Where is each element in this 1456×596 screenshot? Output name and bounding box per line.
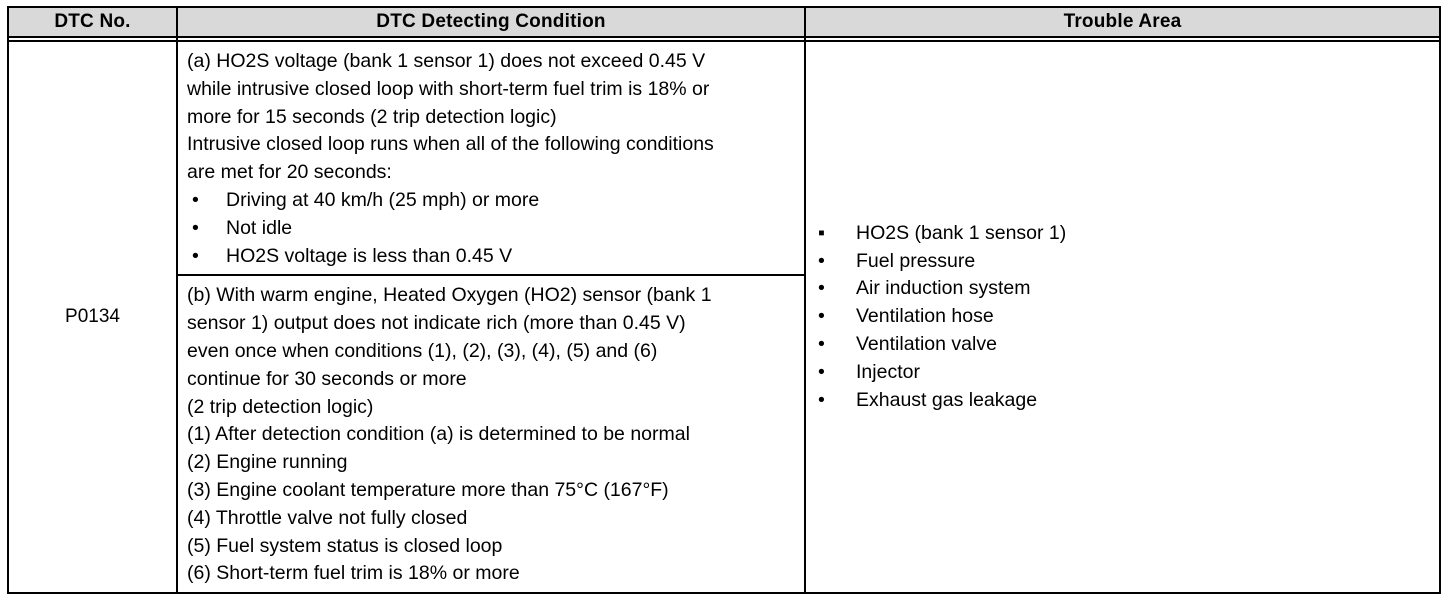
dtc-table bbox=[7, 6, 1441, 594]
bullet-icon: • bbox=[818, 388, 825, 411]
trouble-area-item bbox=[816, 387, 1439, 415]
trouble-area-text: HO2S (bank 1 sensor 1) bbox=[856, 221, 1067, 244]
condition-a-line: are met for 20 seconds: bbox=[187, 161, 392, 184]
trouble-area-text: Injector bbox=[856, 360, 920, 383]
trouble-area-item bbox=[816, 331, 1439, 359]
square-bullet-icon: ▪ bbox=[818, 221, 825, 244]
condition-b-line: (b) With warm engine, Heated Oxygen (HO2) sensor (bank 1 bbox=[187, 284, 712, 307]
condition-a-bullet-item bbox=[187, 243, 796, 271]
bullet-text: Not idle bbox=[226, 216, 293, 239]
bullet-text: HO2S voltage is less than 0.45 V bbox=[226, 244, 513, 267]
trouble-area-text: Air induction system bbox=[856, 277, 1031, 300]
condition-b-line: (1) After detection condition (a) is determined to be normal bbox=[187, 423, 690, 446]
header-detecting-condition: DTC Detecting Condition bbox=[177, 7, 805, 37]
condition-a-line: (a) HO2S voltage (bank 1 sensor 1) does not exceed 0.45 V bbox=[187, 50, 706, 72]
dtc-number: P0134 bbox=[8, 41, 177, 593]
condition-b-line: (4) Throttle valve not fully closed bbox=[187, 506, 468, 529]
trouble-area-text: Ventilation valve bbox=[856, 332, 997, 355]
bullet-icon: • bbox=[818, 332, 825, 355]
condition-a-line: while intrusive closed loop with short-term fuel trim is 18% or bbox=[187, 77, 710, 100]
trouble-area-text: Exhaust gas leakage bbox=[856, 388, 1038, 411]
trouble-area-item bbox=[816, 220, 1439, 248]
bullet-icon: • bbox=[818, 277, 825, 300]
condition-b-line: even once when conditions (1), (2), (3), (4), (5) and (6) bbox=[187, 339, 658, 362]
condition-b-line: (3) Engine coolant temperature more than 75°C (167°F) bbox=[187, 478, 669, 501]
trouble-area-item bbox=[816, 303, 1439, 331]
condition-a-line: more for 15 seconds (2 trip detection logic) bbox=[187, 105, 557, 128]
condition-b-line: (2) Engine running bbox=[187, 451, 348, 474]
condition-b-line: (5) Fuel system status is closed loop bbox=[187, 534, 503, 557]
bullet-icon: • bbox=[818, 305, 825, 328]
trouble-area-text: Fuel pressure bbox=[856, 249, 976, 272]
bullet-icon: • bbox=[192, 188, 199, 211]
condition-a-line: Intrusive closed loop runs when all of the following conditions bbox=[187, 133, 714, 156]
bullet-icon: • bbox=[818, 249, 825, 272]
condition-b-line: sensor 1) output does not indicate rich (more than 0.45 V) bbox=[187, 312, 686, 335]
bullet-icon: • bbox=[818, 360, 825, 383]
condition-b-line: (2 trip detection logic) bbox=[187, 395, 374, 418]
trouble-area-text: Ventilation hose bbox=[856, 305, 994, 328]
trouble-area-item bbox=[816, 275, 1439, 303]
trouble-area bbox=[805, 41, 1440, 593]
condition-a bbox=[177, 41, 805, 275]
condition-b bbox=[177, 275, 805, 593]
condition-a-bullet-item bbox=[187, 187, 796, 215]
bullet-text: Driving at 40 km/h (25 mph) or more bbox=[226, 188, 540, 211]
bullet-icon: • bbox=[192, 216, 199, 239]
condition-b-line: (6) Short-term fuel trim is 18% or more bbox=[187, 562, 520, 585]
trouble-area-item bbox=[816, 359, 1439, 387]
header-trouble-area: Trouble Area bbox=[805, 7, 1440, 37]
header-row bbox=[8, 7, 1440, 37]
bullet-icon: • bbox=[192, 244, 199, 267]
condition-b-line: continue for 30 seconds or more bbox=[187, 367, 467, 390]
condition-a-bullet-item bbox=[187, 215, 796, 243]
dtc-row-a bbox=[8, 41, 1440, 275]
header-dtc-no: DTC No. bbox=[8, 7, 177, 37]
trouble-area-item bbox=[816, 248, 1439, 276]
